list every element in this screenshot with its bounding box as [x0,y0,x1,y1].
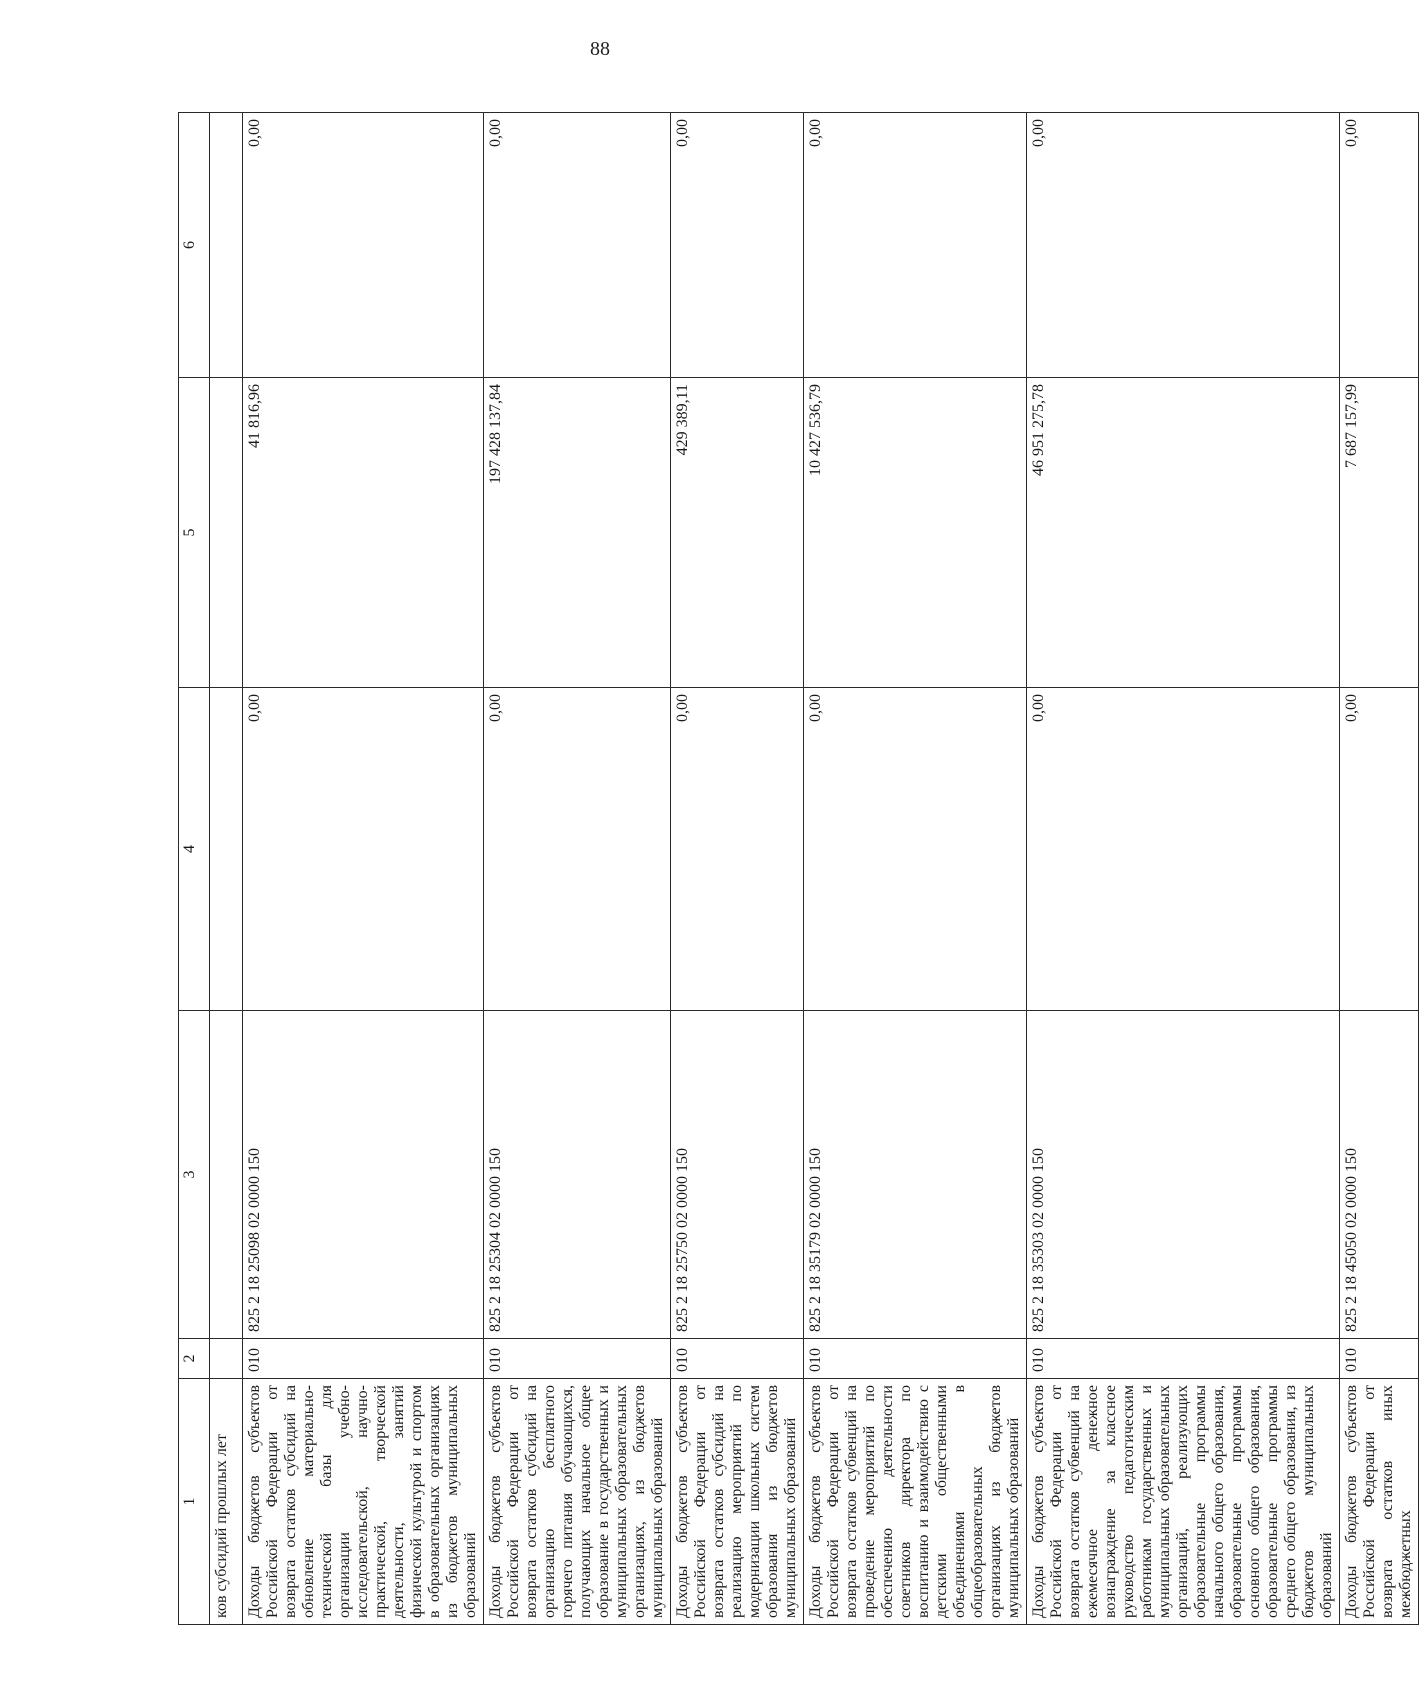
row-col5: 429 389,11 [671,378,804,688]
table-row [804,113,1027,1625]
row-income-code: 825 2 18 35303 02 0000 150 [1027,1011,1340,1339]
row-col6: 0,00 [671,113,804,378]
table-row [1027,113,1340,1625]
rotated-table-wrapper [178,113,1414,1625]
header-cell-2: 2 [179,1339,210,1379]
row-col5: 46 951 275,78 [1027,378,1340,688]
row-income-code: 825 2 18 35179 02 0000 150 [804,1011,1027,1339]
row-col5: 10 427 536,79 [804,378,1027,688]
continuation-row [210,113,243,1625]
table-row [671,113,804,1625]
row-col5: 7 687 157,99 [1340,378,1419,688]
row-income-code: 825 2 18 25098 02 0000 150 [243,1011,484,1339]
row-col4: 0,00 [671,688,804,1011]
header-cell-3: 3 [179,1011,210,1339]
table-row [484,113,671,1625]
row-line-code: 010 [804,1339,1027,1379]
row-line-code: 010 [671,1339,804,1379]
row-col6: 0,00 [1027,113,1340,378]
row-description: Доходы бюджетов субъектов Российской Федерации от возврата остатков субсидий на организацию бесплатного горячего питания обучающихся, получающих начальное общее образование в государственных и муниципальных образовательных организациях, из бюджетов муниципальных образований [484,1379,671,1625]
continuation-text: ков субсидий прошлых лет [210,1379,243,1625]
row-description: Доходы бюджетов субъектов Российской Федерации от возврата остатков субсидий на обновление материально-технической базы для организации учебно-исследовательской, научно-практической, творческой деятельности, занятий физической культурой и спортом в образовательных организациях из бюджетов муниципальных образований [243,1379,484,1625]
row-description: Доходы бюджетов субъектов Российской Федерации от возврата остатков иных межбюджетных [1340,1379,1419,1625]
page-number: 88 [590,38,610,60]
row-description: Доходы бюджетов субъектов Российской Федерации от возврата остатков субвенций на ежемесячное денежное вознаграждение за классное руководство педагогическим работникам государственных и муниципальных образовательных организаций, реализующих образовательные программы начального общего образования, образовательные программы основного общего образования, образовательные программы среднего общего образования, из бюджетов муниципальных образований [1027,1379,1340,1625]
row-line-code: 010 [1340,1339,1419,1379]
header-row [179,113,210,1625]
row-line-code: 010 [484,1339,671,1379]
row-col4: 0,00 [1340,688,1419,1011]
row-col4: 0,00 [243,688,484,1011]
table-row [243,113,484,1625]
row-col5: 197 428 137,84 [484,378,671,688]
row-description: Доходы бюджетов субъектов Российской Федерации от возврата остатков субвенций на проведение мероприятий по обеспечению деятельности советников директора по воспитанию и взаимодействию с детскими общественными объединениями в общеобразовательных организациях из бюджетов муниципальных образований [804,1379,1027,1625]
row-income-code: 825 2 18 25750 02 0000 150 [671,1011,804,1339]
row-income-code: 825 2 18 25304 02 0000 150 [484,1011,671,1339]
header-cell-6: 6 [179,113,210,378]
row-col6: 0,00 [1340,113,1419,378]
row-col5: 41 816,96 [243,378,484,688]
income-table [178,112,1419,1625]
row-col4: 0,00 [804,688,1027,1011]
row-col6: 0,00 [804,113,1027,378]
row-col4: 0,00 [1027,688,1340,1011]
row-line-code: 010 [1027,1339,1340,1379]
row-col6: 0,00 [484,113,671,378]
header-cell-1: 1 [179,1379,210,1625]
table-row [1340,113,1419,1625]
row-line-code: 010 [243,1339,484,1379]
row-description: Доходы бюджетов субъектов Российской Федерации от возврата остатков субсидий на реализацию мероприятий по модернизации школьных систем образования из бюджетов муниципальных образований [671,1379,804,1625]
row-col6: 0,00 [243,113,484,378]
row-col4: 0,00 [484,688,671,1011]
header-cell-4: 4 [179,688,210,1011]
header-cell-5: 5 [179,378,210,688]
row-income-code: 825 2 18 45050 02 0000 150 [1340,1011,1419,1339]
